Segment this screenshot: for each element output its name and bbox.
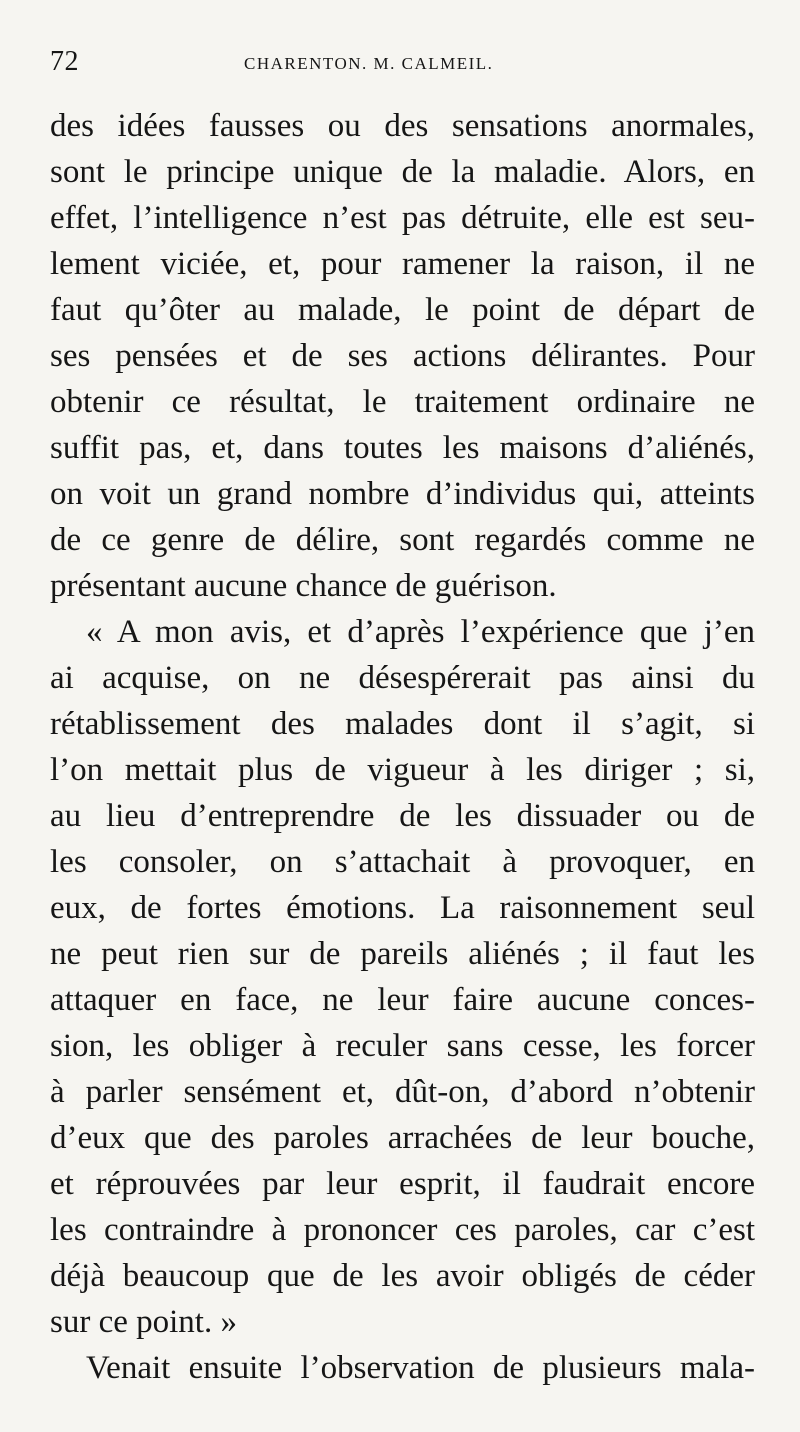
text-line: faut qu’ôter au malade, le point de départ de <box>50 292 755 328</box>
text-line: lement viciée, et, pour ramener la raison, il ne <box>50 246 755 282</box>
text-line: au lieu d’entreprendre de les dissuader ou de <box>50 798 755 834</box>
text-line: de ce genre de délire, sont regardés comme ne <box>50 522 755 558</box>
text-line: à parler sensément et, dût-on, d’abord n’obtenir <box>50 1074 755 1110</box>
text-line: sion, les obliger à reculer sans cesse, les forcer <box>50 1028 755 1064</box>
text-line: d’eux que des paroles arrachées de leur bouche, <box>50 1120 755 1156</box>
text-line: suffit pas, et, dans toutes les maisons d’aliénés, <box>50 430 755 466</box>
text-line: et réprouvées par leur esprit, il faudrait encore <box>50 1166 755 1202</box>
text-line: les contraindre à prononcer ces paroles, car c’est <box>50 1212 755 1248</box>
running-title: CHARENTON. M. CALMEIL. <box>244 54 494 73</box>
text-line: présentant aucune chance de guérison. <box>50 568 557 604</box>
text-line: des idées fausses ou des sensations anormales, <box>50 108 755 144</box>
text-line: rétablissement des malades dont il s’agit, si <box>50 706 755 742</box>
text-line: ses pensées et de ses actions délirantes. Pour <box>50 338 755 374</box>
text-line: « A mon avis, et d’après l’expérience que j’en <box>86 614 755 650</box>
text-line: les consoler, on s’attachait à provoquer, en <box>50 844 755 880</box>
text-line: ai acquise, on ne désespérerait pas ainsi du <box>50 660 755 696</box>
text-line: sur ce point. » <box>50 1304 237 1340</box>
text-line: Venait ensuite l’observation de plusieurs mala- <box>86 1350 755 1386</box>
text-line: attaquer en face, ne leur faire aucune conces- <box>50 982 755 1018</box>
text-line: déjà beaucoup que de les avoir obligés de céder <box>50 1258 755 1294</box>
body-text <box>50 103 755 1391</box>
text-line: l’on mettait plus de vigueur à les diriger ; si, <box>50 752 755 788</box>
page-header <box>50 46 752 86</box>
text-line: on voit un grand nombre d’individus qui, atteints <box>50 476 755 512</box>
text-line: sont le principe unique de la maladie. Alors, en <box>50 154 755 190</box>
page-number: 72 <box>50 46 79 77</box>
text-line: effet, l’intelligence n’est pas détruite, elle est seu- <box>50 200 755 236</box>
text-line: ne peut rien sur de pareils aliénés ; il faut les <box>50 936 755 972</box>
text-line: obtenir ce résultat, le traitement ordinaire ne <box>50 384 755 420</box>
text-line: eux, de fortes émotions. La raisonnement seul <box>50 890 755 926</box>
